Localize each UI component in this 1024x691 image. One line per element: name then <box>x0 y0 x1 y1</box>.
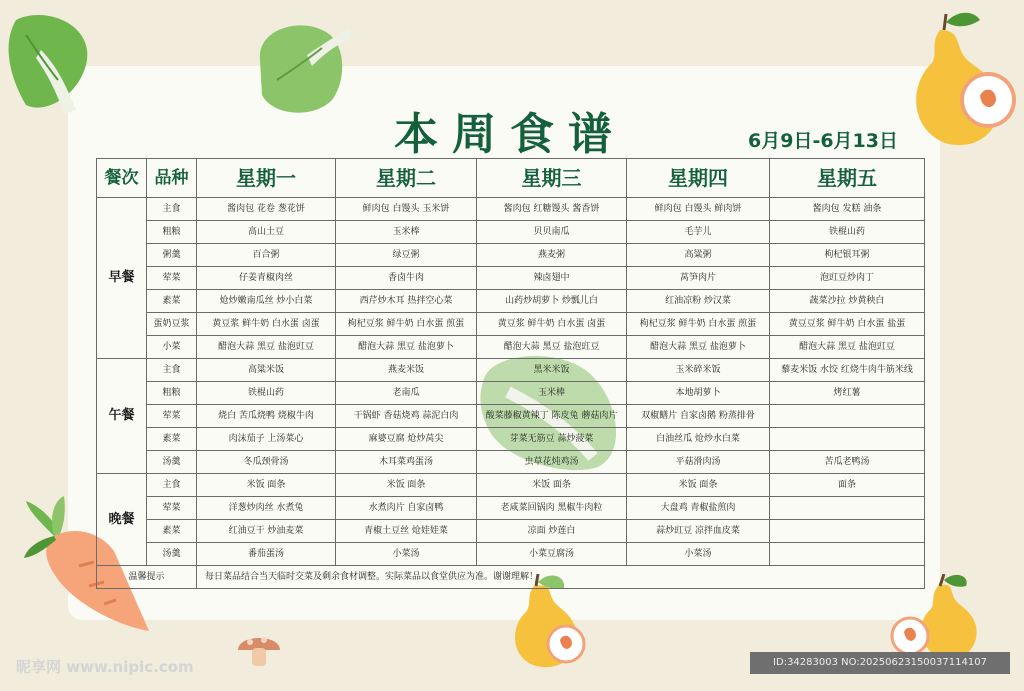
dish-cell: 酸菜藤椒黄辣丁 陈皮兔 蘑菇肉片 <box>477 405 627 428</box>
tip-text: 每日菜品结合当天临时交菜及剩余食材调整。实际菜品以食堂供应为准。谢谢理解！ <box>197 566 925 589</box>
table-row <box>97 382 925 405</box>
table-row <box>97 313 925 336</box>
table-row <box>97 198 925 221</box>
category-cell: 汤羹 <box>147 543 197 566</box>
weekly-menu-table <box>96 158 925 589</box>
dish-cell: 玉米碎米饭 <box>627 359 770 382</box>
dish-cell: 米饭 面条 <box>197 474 336 497</box>
header-day: 星期一 <box>197 159 336 198</box>
dish-cell: 小菜汤 <box>336 543 477 566</box>
dish-cell: 醋泡大蒜 黑豆 盐泡豇豆 <box>477 336 627 359</box>
category-cell: 素菜 <box>147 428 197 451</box>
dish-cell: 藜麦米饭 水饺 红烧牛肉牛筋米线 <box>770 359 925 382</box>
dish-cell: 绿豆粥 <box>336 244 477 267</box>
dish-cell <box>770 497 925 520</box>
header-type: 品种 <box>147 159 197 198</box>
dish-cell: 老咸菜回锅肉 黑椒牛肉粒 <box>477 497 627 520</box>
dish-cell: 炝炒嫩南瓜丝 炒小白菜 <box>197 290 336 313</box>
dish-cell: 平菇滑肉汤 <box>627 451 770 474</box>
meal-label-dinner: 晚餐 <box>97 474 147 566</box>
dish-cell: 高粱粥 <box>627 244 770 267</box>
table-row <box>97 244 925 267</box>
pear-icon <box>900 8 1016 148</box>
mushroom-icon <box>236 628 282 668</box>
dish-cell: 小菜汤 <box>627 543 770 566</box>
header-day: 星期三 <box>477 159 627 198</box>
table-row <box>97 543 925 566</box>
tip-label: 温馨提示 <box>97 566 197 589</box>
dish-cell: 玉米棒 <box>336 221 477 244</box>
dish-cell: 酱肉包 花卷 葱花饼 <box>197 198 336 221</box>
category-cell: 小菜 <box>147 336 197 359</box>
dish-cell <box>770 520 925 543</box>
dish-cell: 黄豆浆 鲜牛奶 白水蛋 卤蛋 <box>477 313 627 336</box>
dish-cell: 肉沫茄子 上汤菜心 <box>197 428 336 451</box>
category-cell: 荤菜 <box>147 405 197 428</box>
dish-cell: 面条 <box>770 474 925 497</box>
watermark-logo: 昵享网 www.nipic.com <box>16 658 194 676</box>
table-row <box>97 497 925 520</box>
dish-cell: 山药炒胡萝卜 炒瓢儿白 <box>477 290 627 313</box>
category-cell: 主食 <box>147 474 197 497</box>
dish-cell: 醋泡大蒜 黑豆 盐泡豇豆 <box>770 336 925 359</box>
dish-cell: 番茄蛋汤 <box>197 543 336 566</box>
dish-cell: 贝贝南瓜 <box>477 221 627 244</box>
header-meal: 餐次 <box>97 159 147 198</box>
table-row <box>97 267 925 290</box>
dish-cell: 铁棍山药 <box>770 221 925 244</box>
dish-cell: 枸杞豆浆 鲜牛奶 白水蛋 煎蛋 <box>336 313 477 336</box>
table-row <box>97 359 925 382</box>
tip-row <box>97 566 925 589</box>
dish-cell <box>770 543 925 566</box>
category-cell: 粥羹 <box>147 244 197 267</box>
dish-cell: 小菜豆腐汤 <box>477 543 627 566</box>
dish-cell: 冬瓜颈骨汤 <box>197 451 336 474</box>
dish-cell: 高山土豆 <box>197 221 336 244</box>
table-row <box>97 520 925 543</box>
dish-cell: 双椒鳝片 自家卤鹅 粉蒸排骨 <box>627 405 770 428</box>
dish-cell: 木耳菜鸡蛋汤 <box>336 451 477 474</box>
dish-cell: 鲜肉包 白馒头 鲜肉饼 <box>627 198 770 221</box>
page-title: 本周食谱 <box>394 109 626 160</box>
dish-cell: 毛芋儿 <box>627 221 770 244</box>
dish-cell: 大盘鸡 青椒盐煎肉 <box>627 497 770 520</box>
category-cell: 粗粮 <box>147 382 197 405</box>
dish-cell: 西芹炒木耳 热拌空心菜 <box>336 290 477 313</box>
dish-cell: 百合粥 <box>197 244 336 267</box>
category-cell: 主食 <box>147 198 197 221</box>
dish-cell: 高粱米饭 <box>197 359 336 382</box>
dish-cell: 铁棍山药 <box>197 382 336 405</box>
category-cell: 蛋奶豆浆 <box>147 313 197 336</box>
dish-cell: 蒜炒豇豆 凉拌血皮菜 <box>627 520 770 543</box>
table-row <box>97 474 925 497</box>
dish-cell: 红油豆干 炒油麦菜 <box>197 520 336 543</box>
dish-cell: 苦瓜老鸭汤 <box>770 451 925 474</box>
dish-cell: 麻婆豆腐 炝炒莴尖 <box>336 428 477 451</box>
dish-cell: 酱肉包 发糕 油条 <box>770 198 925 221</box>
dish-cell: 虫草花炖鸡汤 <box>477 451 627 474</box>
date-range: 6月9日-6月13日 <box>748 130 898 152</box>
dish-cell: 酱肉包 红糖馒头 酱香饼 <box>477 198 627 221</box>
dish-cell: 枸杞豆浆 鲜牛奶 白水蛋 煎蛋 <box>627 313 770 336</box>
dish-cell <box>770 428 925 451</box>
table-row <box>97 290 925 313</box>
dish-cell: 辣卤翅中 <box>477 267 627 290</box>
dish-cell <box>770 405 925 428</box>
dish-cell: 水煮肉片 自家卤鸭 <box>336 497 477 520</box>
dish-cell: 老南瓜 <box>336 382 477 405</box>
table-row <box>97 336 925 359</box>
table-row <box>97 428 925 451</box>
dish-cell: 白油丝瓜 炝炒水白菜 <box>627 428 770 451</box>
dish-cell: 米饭 面条 <box>627 474 770 497</box>
dish-cell: 醋泡大蒜 黑豆 盐泡萝卜 <box>336 336 477 359</box>
bok-choy-icon <box>6 10 96 114</box>
category-cell: 素菜 <box>147 290 197 313</box>
meal-label-lunch: 午餐 <box>97 359 147 474</box>
table-row <box>97 451 925 474</box>
category-cell: 粗粮 <box>147 221 197 244</box>
dish-cell: 烤红薯 <box>770 382 925 405</box>
dish-cell: 蔬菜沙拉 炒黄秧白 <box>770 290 925 313</box>
dish-cell: 本地胡萝卜 <box>627 382 770 405</box>
dish-cell: 凉面 炒莲白 <box>477 520 627 543</box>
table-row <box>97 221 925 244</box>
dish-cell: 烧白 苦瓜烧鸭 烧椒牛肉 <box>197 405 336 428</box>
dish-cell: 燕麦粥 <box>477 244 627 267</box>
dish-cell: 芽菜无筋豆 蒜炒菠菜 <box>477 428 627 451</box>
dish-cell: 仔姜青椒肉丝 <box>197 267 336 290</box>
table-row <box>97 405 925 428</box>
meal-label-breakfast: 早餐 <box>97 198 147 359</box>
dish-cell: 醋泡大蒜 黑豆 盐泡豇豆 <box>197 336 336 359</box>
dish-cell: 黑米米饭 <box>477 359 627 382</box>
header-day: 星期四 <box>627 159 770 198</box>
category-cell: 素菜 <box>147 520 197 543</box>
dish-cell: 燕麦米饭 <box>336 359 477 382</box>
dish-cell: 米饭 面条 <box>336 474 477 497</box>
header-day: 星期五 <box>770 159 925 198</box>
dish-cell: 干锅虾 香菇烧鸡 蒜泥白肉 <box>336 405 477 428</box>
category-cell: 汤羹 <box>147 451 197 474</box>
category-cell: 荤菜 <box>147 267 197 290</box>
dish-cell: 黄豆浆 鲜牛奶 白水蛋 卤蛋 <box>197 313 336 336</box>
dish-cell: 莴笋肉片 <box>627 267 770 290</box>
dish-cell: 泡豇豆炒肉丁 <box>770 267 925 290</box>
dish-cell: 红油凉粉 炒汉菜 <box>627 290 770 313</box>
dish-cell: 香卤牛肉 <box>336 267 477 290</box>
dish-cell: 米饭 面条 <box>477 474 627 497</box>
header-row <box>97 159 925 198</box>
watermark-id: ID:34283003 NO:20250623150037114107 <box>750 652 1010 674</box>
dish-cell: 青椒土豆丝 炝娃娃菜 <box>336 520 477 543</box>
category-cell: 主食 <box>147 359 197 382</box>
dish-cell: 鲜肉包 白馒头 玉米饼 <box>336 198 477 221</box>
header-day: 星期二 <box>336 159 477 198</box>
dish-cell: 玉米棒 <box>477 382 627 405</box>
dish-cell: 黄豆豆浆 鲜牛奶 白水蛋 盐蛋 <box>770 313 925 336</box>
dish-cell: 醋泡大蒜 黑豆 盐泡萝卜 <box>627 336 770 359</box>
dish-cell: 洋葱炒肉丝 水煮兔 <box>197 497 336 520</box>
category-cell: 荤菜 <box>147 497 197 520</box>
dish-cell: 枸杞银耳粥 <box>770 244 925 267</box>
